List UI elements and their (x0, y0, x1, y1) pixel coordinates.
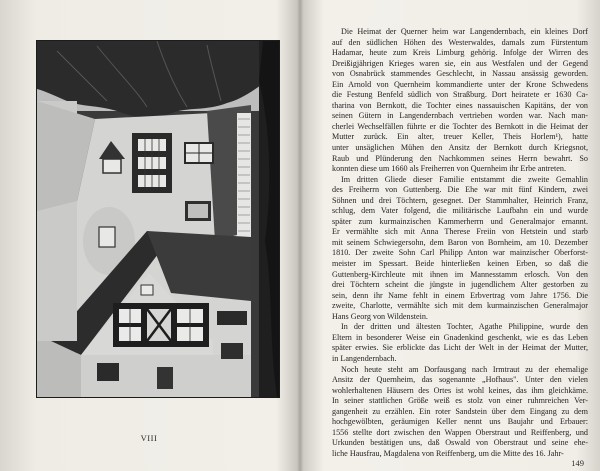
text-line: Mutter zurück. Ein alter, treuer Keller, Theis Horlem¹), hatte (332, 132, 588, 142)
text-line: schlug, dem Vater folgend, die militärische Laufbahn ein und wurde (332, 206, 588, 216)
text-line: wohlerhaltenen Häusern des Ortes ist wohl keines, das ihm gleichkäme. (332, 385, 588, 395)
text-line: Ansitz der Quernheim, das sogenannte „Hofhaus". Unter den vielen (332, 375, 588, 385)
text-line: in Langendernbach. (332, 353, 397, 363)
body-text (332, 27, 588, 459)
text-line: des Freiherrn von Guttenberg. Die Ehe war mit fünf Kindern, zwei (332, 185, 588, 195)
paragraph (332, 175, 588, 323)
text-line: unter unsäglichen Mühen den Ansitz der Bernkott durch Kriegsnot, (332, 143, 588, 153)
right-page-number: 149 (571, 458, 584, 468)
text-line: seinen Gütern in Langendernbach vertrieben worden war. Nach man- (332, 111, 588, 121)
text-line: Ein Arnold von Quernheim kommandierte unter der Krone Schwedens (332, 79, 588, 89)
text-line: Die Heimat der Querner heim war Langendernbach, ein kleines Dorf (341, 27, 588, 36)
text-line: später zum kurmainzischen Kammerherrn und Generalmajor ernannt. (332, 216, 588, 226)
paragraph (332, 322, 588, 364)
paragraph (332, 27, 588, 175)
text-line: auf den südlichen Höhen des Westerwaldes, damals zum Fürstentum (332, 37, 588, 47)
text-line: In der dritten und ältesten Tochter, Agathe Philippine, wurde den (341, 322, 588, 332)
text-line: sein, denn ihr Name fehlt in einem Erbvertrag vom Jahre 1756. Die (332, 290, 588, 300)
text-line: Hadamar, heute zum Kreis Limburg gehörig. Infolge der Wirren des (332, 48, 588, 58)
text-line: konnten diese um 1660 als Freiherren von Quernheim ihr Erbe antreten. (332, 164, 566, 174)
text-line: 1810. Der zweite Sohn Carl Philipp Anton war mainzischer Oberforst- (332, 248, 588, 258)
text-line: später erwies. Sie erblickte das Licht der Welt in der Heimat der Mutter, (332, 343, 588, 353)
right-page (302, 0, 600, 471)
text-line: Eltern in besonderer Weise ein Gnadenkind geschenkt, wie es das Leben (332, 332, 588, 342)
left-page-number: VIII (140, 433, 158, 443)
text-line: Guttenberg-Kirchleute mit ihnen im Mannesstamm erlosch. Von den (332, 269, 588, 279)
text-line: mit seinem Schwiegersohn, dem Baron von Bornheim, am 10. Dezember (332, 237, 588, 247)
text-line: Raub und Plünderung den Nachkommen seines Herrn bewahrt. So (332, 153, 588, 163)
text-line: Noch heute steht am Dorfausgang nach Irmtraut zu der ehemalige (341, 364, 588, 374)
text-line: In seiner stattlichen Größe weiß es stolz von einer ruhmreichen Ver- (332, 396, 588, 406)
text-line: meister im Spessart. Beide hinterließen keinen Erben, so daß die (332, 259, 588, 269)
text-line: Hans Georg von Wildenstein. (332, 311, 428, 321)
text-line: Urkunden bestätigen uns, daß Oswald von Oberstraut und seine ehe- (332, 438, 588, 448)
text-line: Er vermählte sich mit Anna Therese Freiin von Hetstein und starb (332, 227, 588, 237)
text-line: cherlei Wechselfällen führte er die Tochter des Bernkott in die Heimat der (332, 121, 588, 131)
text-line: die Festung Benfeld südlich von Straßburg. Dort heiratete er 1630 Ca- (332, 90, 588, 100)
house-photograph (36, 40, 280, 398)
text-line: 1556 stellte dort zwischen den Wappen Oberstraut und Reiffenberg, und (332, 427, 588, 437)
paragraph (332, 365, 588, 460)
left-page (0, 0, 298, 471)
text-line: gangenheit zu erzählen. Ein roter Sandstein über dem Eingang zu dem (332, 406, 588, 416)
text-line: von Osnabrück stammendes Geschlecht, in Nassau ansässig geworden. (332, 69, 588, 79)
text-line: Im dritten Gliede dieser Familie entstammt die zweite Gemahlin (341, 174, 588, 184)
text-line: tharina von Bernkott, die Tochter eines nassauischen Kapitäns, der von (332, 100, 588, 110)
house-photo-image (37, 41, 279, 397)
text-line: drei Töchtern scheint die jüngste in jugendlichem Alter gestorben zu (332, 280, 588, 290)
text-line: liche Hausfrau, Magdalena von Reiffenberg, um die Mitte des 16. Jahr- (332, 448, 564, 458)
text-line: hochgewölbten, geräumigen Keller nennt uns Baujahr und Erbauer: (332, 417, 588, 427)
text-line: Söhnen und drei Töchtern, gesegnet. Der Stammhalter, Heinrich Franz, (332, 195, 588, 205)
text-line: Dreißigjährigen Krieges waren sie, ein aus Westfalen und der Gegend (332, 58, 588, 68)
text-line: zweite, Charlotte, vermählte sich mit dem kurmainzischen Generalmajor (332, 301, 588, 311)
